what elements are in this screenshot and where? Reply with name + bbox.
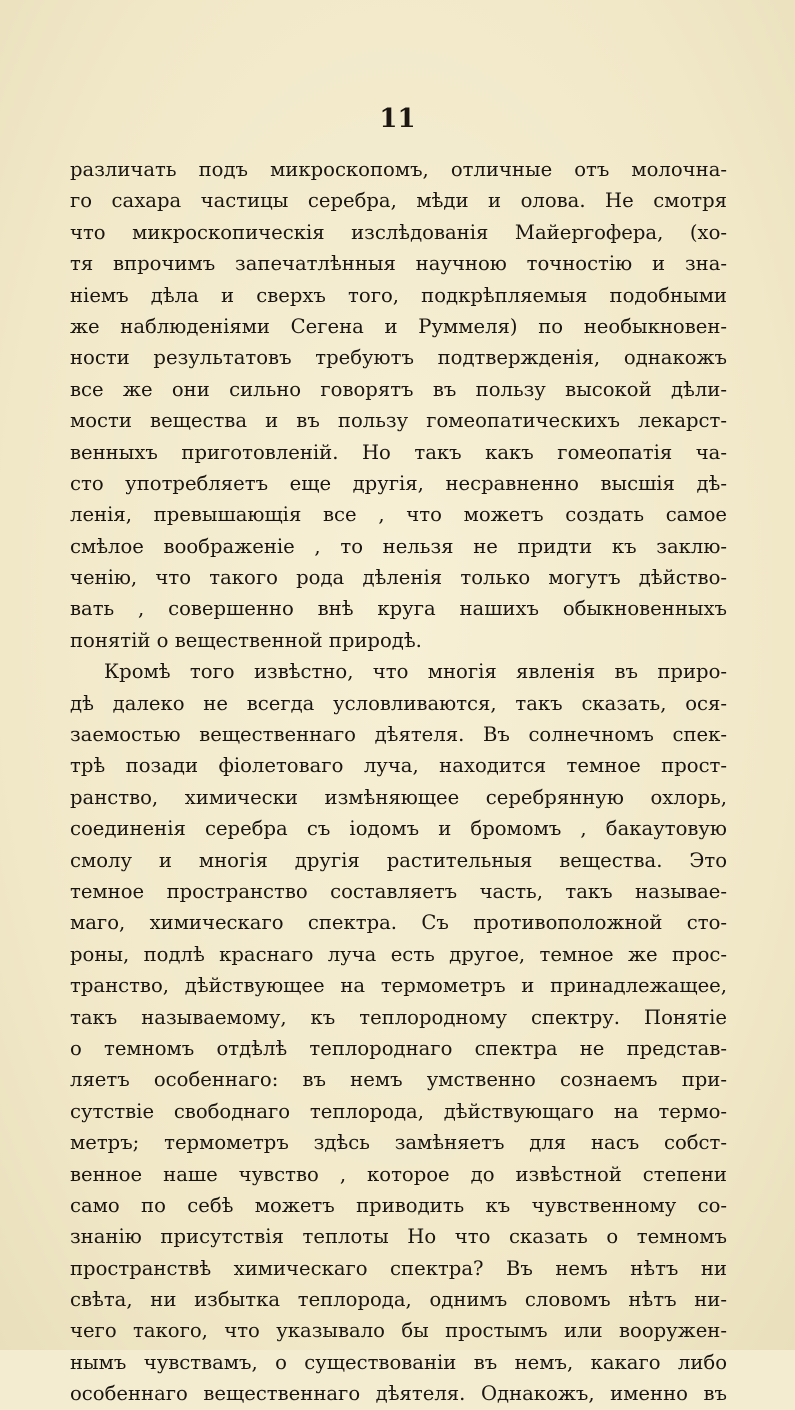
text-line: ранство, химически измѣняющее серебрянную охлорь, [70, 785, 727, 809]
text-line: ченію, что такого рода дѣленія только могутъ дѣйство- [70, 566, 727, 590]
text-line: метръ; термометръ здѣсь замѣняетъ для насъ собст- [70, 1131, 727, 1155]
text-line: мости вещества и въ пользу гомеопатическихъ лекарст- [70, 409, 727, 433]
text-line: сутствіе свободнаго теплорода, дѣйствующаго на термо- [70, 1099, 727, 1123]
text-line: что микроскопическія изслѣдованія Майергофера, (хо- [70, 220, 727, 244]
text-line: нымъ чувствамъ, о существованіи въ немъ, какаго либо [70, 1350, 727, 1374]
text-line: роны, подлѣ краснаго луча есть другое, темное же прос- [70, 942, 727, 966]
text-line: знанію присутствія теплоты Но что сказать о темномъ [70, 1225, 727, 1249]
text-line: особеннаго вещественнаго дѣятеля. Однакожъ, именно въ [70, 1382, 727, 1406]
text-line: ности результатовъ требуютъ подтвержденія, однакожъ [70, 346, 727, 370]
text-line: смолу и многія другія растительныя вещества. Это [70, 848, 727, 872]
text-line: пространствѣ химическаго спектра? Въ немъ нѣтъ ни [70, 1256, 727, 1280]
text-line: соединенія серебра съ іодомъ и бромомъ , бакаутовую [70, 817, 727, 841]
text-line: заемостью вещественнаго дѣятеля. Въ солнечномъ спек- [70, 723, 727, 747]
text-line: такъ называемому, къ теплородному спектру. Понятіе [70, 1005, 727, 1029]
text-line: чего такого, что указывало бы простымъ или вооружен- [70, 1319, 727, 1343]
text-line: сто употребляетъ еще другія, несравненно высшія дѣ- [70, 471, 727, 495]
text-line: смѣлое воображеніе , то нельзя не придти къ заклю- [70, 534, 727, 558]
text-line: ляетъ особеннаго: въ немъ умственно сознаемъ при- [70, 1068, 727, 1092]
text-line: вать , совершенно внѣ круга нашихъ обыкновенныхъ [70, 597, 727, 621]
text-line: же наблюденіями Сегена и Руммеля) по необыкновен- [70, 314, 727, 338]
text-line: дѣ далеко не всегда условливаются, такъ сказать, ося- [70, 691, 727, 715]
text-line: тя впрочимъ запечатлѣнныя научною точностію и зна- [70, 252, 727, 276]
body-text [70, 154, 727, 1410]
text-line: само по себѣ можетъ приводить къ чувственному со- [70, 1193, 727, 1217]
text-line: о темномъ отдѣлѣ теплороднаго спектра не представ- [70, 1036, 727, 1060]
paragraph-start-line: Кромѣ того извѣстно, что многія явленія въ приро- [104, 660, 727, 684]
text-line: различать подъ микроскопомъ, отличные отъ молочна- [70, 158, 727, 181]
text-line: трѣ позади фіолетоваго луча, находится темное прост- [70, 754, 727, 778]
text-line: венныхъ приготовленій. Но такъ какъ гомеопатія ча- [70, 440, 727, 464]
text-line: венное наше чувство , которое до извѣстной степени [70, 1162, 727, 1186]
text-line: свѣта, ни избытка теплорода, однимъ словомъ нѣтъ ни- [70, 1288, 727, 1312]
text-line: понятій о вещественной природѣ. [70, 628, 422, 652]
text-line: ніемъ дѣла и сверхъ того, подкрѣпляемыя подобными [70, 283, 727, 307]
text-line: го сахара частицы серебра, мѣди и олова. Не смотря [70, 189, 727, 213]
page-number: 11 [379, 104, 416, 134]
text-line: все же они сильно говорятъ въ пользу высокой дѣли- [70, 377, 727, 401]
text-line: транство, дѣйствующее на термометръ и принадлежащее, [70, 974, 727, 998]
text-line: ленія, превышающія все , что можетъ создать самое [70, 503, 727, 527]
text-line: маго, химическаго спектра. Съ противоположной сто- [70, 911, 727, 935]
text-line: темное пространство составляетъ часть, такъ называе- [70, 879, 727, 903]
